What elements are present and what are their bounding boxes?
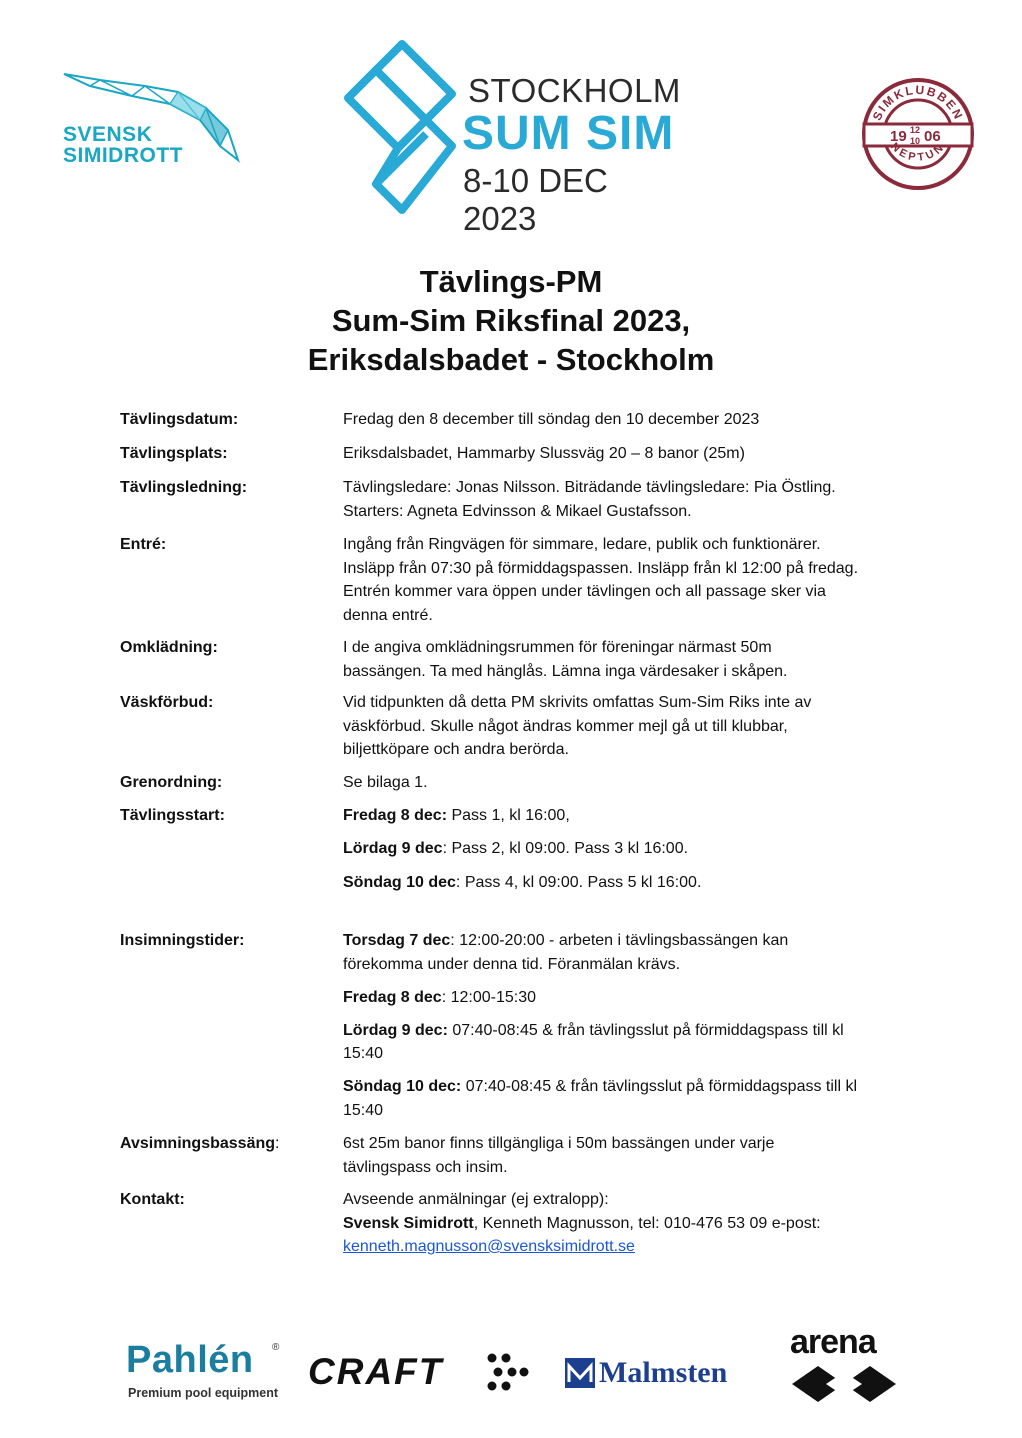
row-label: Tävlingsledning: bbox=[120, 479, 248, 496]
arena-logo bbox=[788, 1324, 900, 1408]
row-label: Entré: bbox=[120, 536, 167, 553]
schedule-day: Lördag 9 dec: bbox=[343, 1021, 448, 1039]
pahlen-tagline: Premium pool equipment bbox=[128, 1386, 279, 1400]
value-line: bassängen. Ta med hänglås. Lämna inga värdesaker i skåpen. bbox=[343, 662, 788, 680]
value-line: väskförbud. Skulle något ändras kommer mejl gå ut till klubbar, bbox=[343, 717, 788, 735]
row-label: Väskförbud: bbox=[120, 694, 214, 711]
row-label: Tävlingsdatum: bbox=[120, 411, 239, 428]
contact-org: Svensk Simidrott bbox=[343, 1214, 474, 1232]
schedule-line bbox=[343, 837, 913, 871]
row-label: Tävlingsstart: bbox=[120, 807, 225, 824]
seal-year-d: 06 bbox=[924, 128, 941, 145]
seal-year-c: 10 bbox=[910, 136, 921, 146]
value-line: Entrén kommer vara öppen under tävlingen och all passage sker via bbox=[343, 583, 826, 600]
arena-diamonds-icon bbox=[788, 1362, 900, 1408]
logo-dates: 8-10 DEC 2023 bbox=[463, 162, 608, 237]
row-label: Insimningstider: bbox=[120, 932, 245, 949]
value-line: Starters: Agneta Edvinsson & Mikael Gustafsson. bbox=[343, 502, 692, 520]
value-line: 6st 25m banor finns tillgängliga i 50m bassängen under varje bbox=[343, 1135, 775, 1152]
svensk-simidrott-logo bbox=[60, 68, 245, 168]
stockholm-sum-sim-logo bbox=[340, 38, 690, 237]
value-line: I de angiva omklädningsrummen för föreningar närmast 50m bbox=[343, 639, 772, 656]
value-line: biljettköpare och andra berörda. bbox=[343, 741, 569, 758]
value-line: Insläpp från 07:30 på förmiddagspassen. Insläpp från kl 12:00 på fredag. bbox=[343, 559, 859, 577]
logo-sum-sim: SUM SIM bbox=[462, 107, 675, 160]
malmsten-m-icon bbox=[565, 1358, 595, 1388]
malmsten-wordmark: Malmsten bbox=[599, 1356, 728, 1389]
row-value bbox=[343, 533, 913, 627]
label-bold: Avsimningsbassäng bbox=[120, 1135, 276, 1152]
value-line bbox=[343, 1235, 913, 1259]
schedule-day: Lördag 9 dec bbox=[343, 840, 443, 857]
schedule-text: 07:40-08:45 & från tävlingsslut på förmiddagspass till kl bbox=[461, 1078, 858, 1095]
title-line-3: Eriksdalsbadet - Stockholm bbox=[307, 342, 715, 377]
logo-word-svensk: SVENSK bbox=[63, 123, 153, 146]
row-label bbox=[120, 1132, 335, 1156]
schedule-line-cont: 15:40 bbox=[343, 1101, 384, 1119]
pahlen-wordmark: Pahlén bbox=[126, 1339, 254, 1381]
schedule-text: : Pass 4, kl 09:00. Pass 5 kl 16:00. bbox=[455, 874, 702, 891]
row-value bbox=[343, 636, 913, 683]
seal-bottom-text: NEPTUN bbox=[888, 140, 948, 164]
label-colon: : bbox=[275, 1135, 280, 1152]
row-label: Grenordning: bbox=[120, 774, 223, 791]
schedule-text: 07:40-08:45 & från tävlingsslut på förmiddagspass till kl bbox=[447, 1021, 844, 1039]
seal-top-text: SIMKLUBBEN bbox=[869, 82, 967, 123]
value-line: Ingång från Ringvägen för simmare, ledare, publik och funktionärer. bbox=[343, 536, 821, 553]
row-value: Fredag den 8 december till söndag den 10 december 2023 bbox=[343, 411, 760, 428]
value-line: denna entré. bbox=[343, 606, 433, 624]
malmsten-logo bbox=[565, 1356, 745, 1392]
pahlen-logo bbox=[126, 1340, 286, 1402]
schedule-line-cont: förekomma under denna tid. Föranmälan krävs. bbox=[343, 955, 681, 973]
value-line: Vid tidpunkten då detta PM skrivits omfattas Sum-Sim Riks inte av bbox=[343, 694, 812, 711]
row-value bbox=[343, 1132, 913, 1179]
row-value bbox=[343, 691, 913, 762]
craft-logo bbox=[308, 1350, 530, 1394]
craft-wordmark: CRAFT bbox=[308, 1351, 444, 1392]
schedule-line bbox=[343, 929, 913, 953]
schedule-day: Torsdag 7 dec bbox=[343, 932, 451, 949]
schedule-day: Fredag 8 dec bbox=[343, 988, 442, 1006]
schedule-text: : 12:00-20:00 - arbeten i tävlingsbassängen kan bbox=[450, 932, 789, 949]
schedule-day: Fredag 8 dec: bbox=[343, 807, 448, 824]
arena-wordmark: arena bbox=[790, 1323, 876, 1361]
row-value bbox=[343, 804, 913, 895]
row-label: Tävlingsplats: bbox=[120, 445, 228, 462]
value-line: Tävlingsledare: Jonas Nilsson. Biträdande tävlingsledare: Pia Östling. bbox=[343, 479, 836, 496]
logo-word-simidrott: SIMIDROTT bbox=[63, 144, 183, 167]
row-value: Eriksdalsbadet, Hammarby Slussväg 20 – 8 banor (25m) bbox=[343, 445, 745, 462]
schedule-text: : 12:00-15:30 bbox=[441, 988, 536, 1006]
contact-email-link[interactable]: kenneth.magnusson@svensksimidrott.se bbox=[343, 1238, 635, 1255]
row-label: Kontakt: bbox=[120, 1191, 185, 1208]
schedule-line bbox=[343, 1075, 913, 1099]
row-label: Omklädning: bbox=[120, 639, 218, 656]
schedule-text: : Pass 2, kl 09:00. Pass 3 kl 16:00. bbox=[442, 840, 689, 857]
value-line bbox=[343, 1212, 913, 1236]
title-line-2: Sum-Sim Riksfinal 2023, bbox=[331, 303, 691, 338]
pahlen-registered: ® bbox=[272, 1342, 280, 1353]
title-line-1: Tävlings-PM bbox=[419, 264, 603, 299]
value-line: tävlingspass och insim. bbox=[343, 1158, 508, 1176]
simklubben-neptun-seal bbox=[860, 76, 976, 192]
schedule-day: Söndag 10 dec: bbox=[343, 1078, 462, 1095]
row-value bbox=[343, 1188, 913, 1259]
seal-year-a: 19 bbox=[890, 128, 907, 145]
schedule-text: Pass 1, kl 16:00, bbox=[447, 807, 570, 824]
schedule-line bbox=[343, 986, 913, 1019]
row-value: Se bilaga 1. bbox=[343, 774, 428, 791]
value-line: Avseende anmälningar (ej extralopp): bbox=[343, 1191, 609, 1208]
schedule-line bbox=[343, 871, 913, 895]
svg-text:SIMKLUBBEN bbox=[870, 83, 966, 123]
sum-sim-s-icon bbox=[340, 38, 460, 216]
logo-stockholm: STOCKHOLM bbox=[468, 72, 681, 109]
contact-details: , Kenneth Magnusson, tel: 010-476 53 09 e-post: bbox=[473, 1214, 821, 1232]
craft-dots-icon bbox=[482, 1352, 532, 1392]
schedule-day: Söndag 10 dec bbox=[343, 874, 456, 891]
row-value bbox=[343, 476, 913, 523]
row-value bbox=[343, 929, 913, 1122]
schedule-line bbox=[343, 1019, 913, 1043]
seal-year-b: 12 bbox=[910, 125, 921, 135]
schedule-line-cont: 15:40 bbox=[343, 1045, 384, 1062]
schedule-line bbox=[343, 804, 913, 837]
document-title bbox=[0, 262, 1022, 379]
